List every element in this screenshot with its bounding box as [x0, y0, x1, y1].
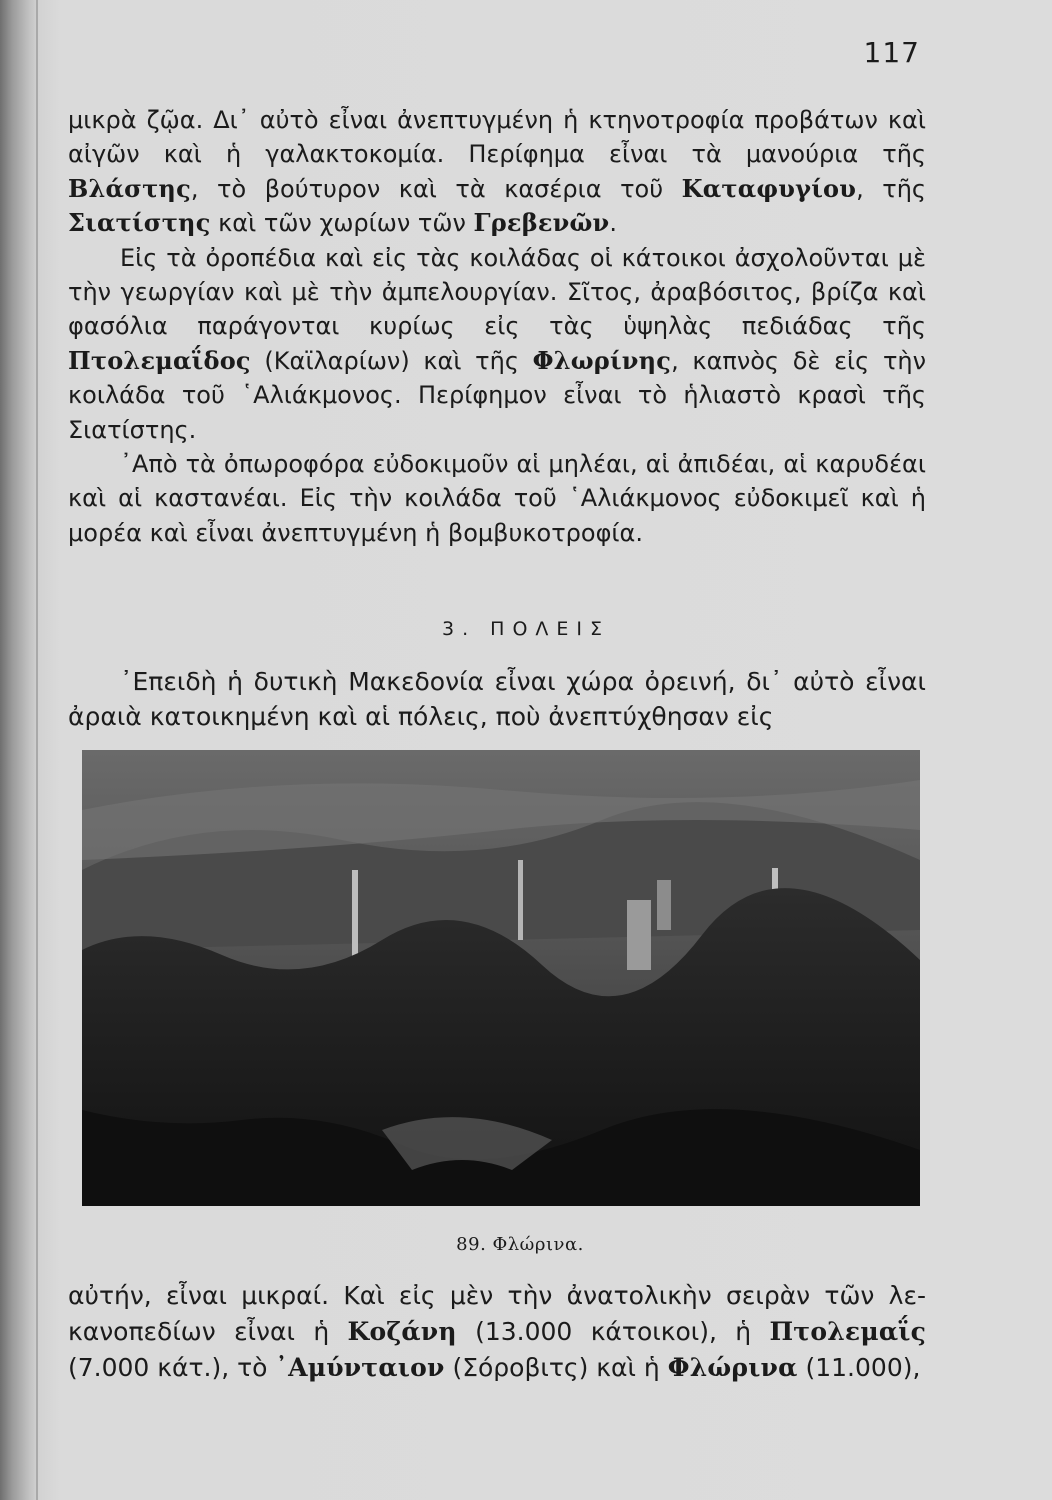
bold-place-name: Πτολεμαΐδος [68, 345, 251, 375]
text-run: (7.000 κάτ.), τὸ [68, 1353, 276, 1382]
body-text-middle [68, 664, 926, 734]
section-heading: 3. ΠΟΛΕΙΣ [441, 618, 611, 640]
text-run: ᾿Απὸ τὰ ὀπωροφόρα εὐδοκιμοῦν αἱ μηλέαι, αἱ ἀπιδέαι, αἱ καρυδέαι καὶ αἱ καστανέαι. Εἰς τὴν κοιλάδα τοῦ ῾Αλιάκμονος εὐδοκιμεῖ καὶ ἡ μορέα καὶ εἶναι ἀνεπτυγμένη ἡ βομβυκοτροφία. [68, 450, 926, 547]
text-run: αὐτήν, εἶναι μικραί. Καὶ εἰς μὲν τὴν ἀνατολικὴν σειρὰν τῶν λεκανοπεδίων εἶναι ἡ [68, 1281, 926, 1346]
bold-place-name: ᾿Αμύνταιον [275, 1353, 445, 1382]
bold-place-name: Πτολεμαΐς [769, 1317, 926, 1346]
text-run: Εἰς τὰ ὀροπέδια καὶ εἰς τὰς κοιλάδας οἱ κάτοικοι ἀσχολοῦνται μὲ τὴν γεωργίαν καὶ μὲ τὴν ἀμπελουργίαν. Σῖτος, ἀραβόσιτος, βρίζα καὶ φασόλια παράγονται κυρίως εἰς τὰς ὑψηλὰς πεδιάδας τῆς [68, 243, 926, 341]
minaret-center [518, 860, 523, 940]
bold-place-name: Φλωρίνης [532, 345, 672, 375]
text-run: . [609, 209, 618, 238]
tower-top [657, 880, 671, 930]
paragraph [68, 103, 926, 241]
paragraph [68, 241, 926, 447]
bold-place-name: Βλάστης [68, 173, 191, 203]
body-text-top [68, 103, 926, 550]
bold-place-name: Γρεβενῶν [473, 208, 610, 238]
bold-place-name: Καταφυγίου [681, 173, 857, 203]
minaret-left [352, 870, 358, 960]
text-run: ᾿Επειδὴ ἡ δυτικὴ Μακεδονία εἶναι χώρα ὀρεινή, δι᾿ αὐτὸ εἶναι ἀραιὰ κατοικημένη καὶ αἱ πόλεις, ποὺ ἀνεπτύχθησαν εἰς [68, 667, 926, 731]
photo-florina [82, 750, 920, 1206]
text-run: (13.000 κάτοικοι), ἡ [456, 1317, 770, 1346]
bold-place-name: Κοζάνη [347, 1317, 457, 1346]
body-text-bottom [68, 1278, 926, 1386]
bold-place-name: Φλώρινα [667, 1353, 798, 1382]
text-run: , καπνὸς δὲ εἰς τὴν κοιλάδα τοῦ ῾Αλιάκμονος. Περίφημον εἶναι τὸ ἡλιαστὸ κρασὶ τῆς Σιατίστης. [68, 346, 927, 444]
gutter-fold-line [36, 0, 38, 1500]
town-photograph [82, 750, 920, 1206]
text-run: μικρὰ ζῷα. Δι᾿ αὐτὸ εἶναι ἀνεπτυγμένη ἡ κτηνοτροφία προβάτων καὶ αἰγῶν καὶ ἡ γαλακτοκομία. Περίφημα εἶναι τὰ μανούρια τῆς [68, 106, 926, 169]
tower-building [627, 900, 651, 970]
paragraph [68, 664, 926, 734]
book-gutter-shadow [0, 0, 36, 1500]
page-number: 117 [863, 36, 920, 69]
text-run: καὶ τῶν χωρίων τῶν [210, 209, 474, 238]
text-run: , τὸ βούτυρον καὶ τὰ κασέρια τοῦ [190, 174, 682, 203]
text-run: , τῆς [856, 174, 926, 203]
text-run: (Καϊλαρίων) καὶ τῆς [250, 346, 533, 375]
paragraph [68, 447, 926, 550]
paragraph [68, 1278, 926, 1386]
text-run: (Σόροβιτς) καὶ ἡ [444, 1353, 668, 1382]
figure-caption: 89. Φλώρινα. [456, 1234, 584, 1255]
bold-place-name: Σιατίστης [68, 208, 211, 238]
text-run: (11.000), [797, 1353, 921, 1382]
